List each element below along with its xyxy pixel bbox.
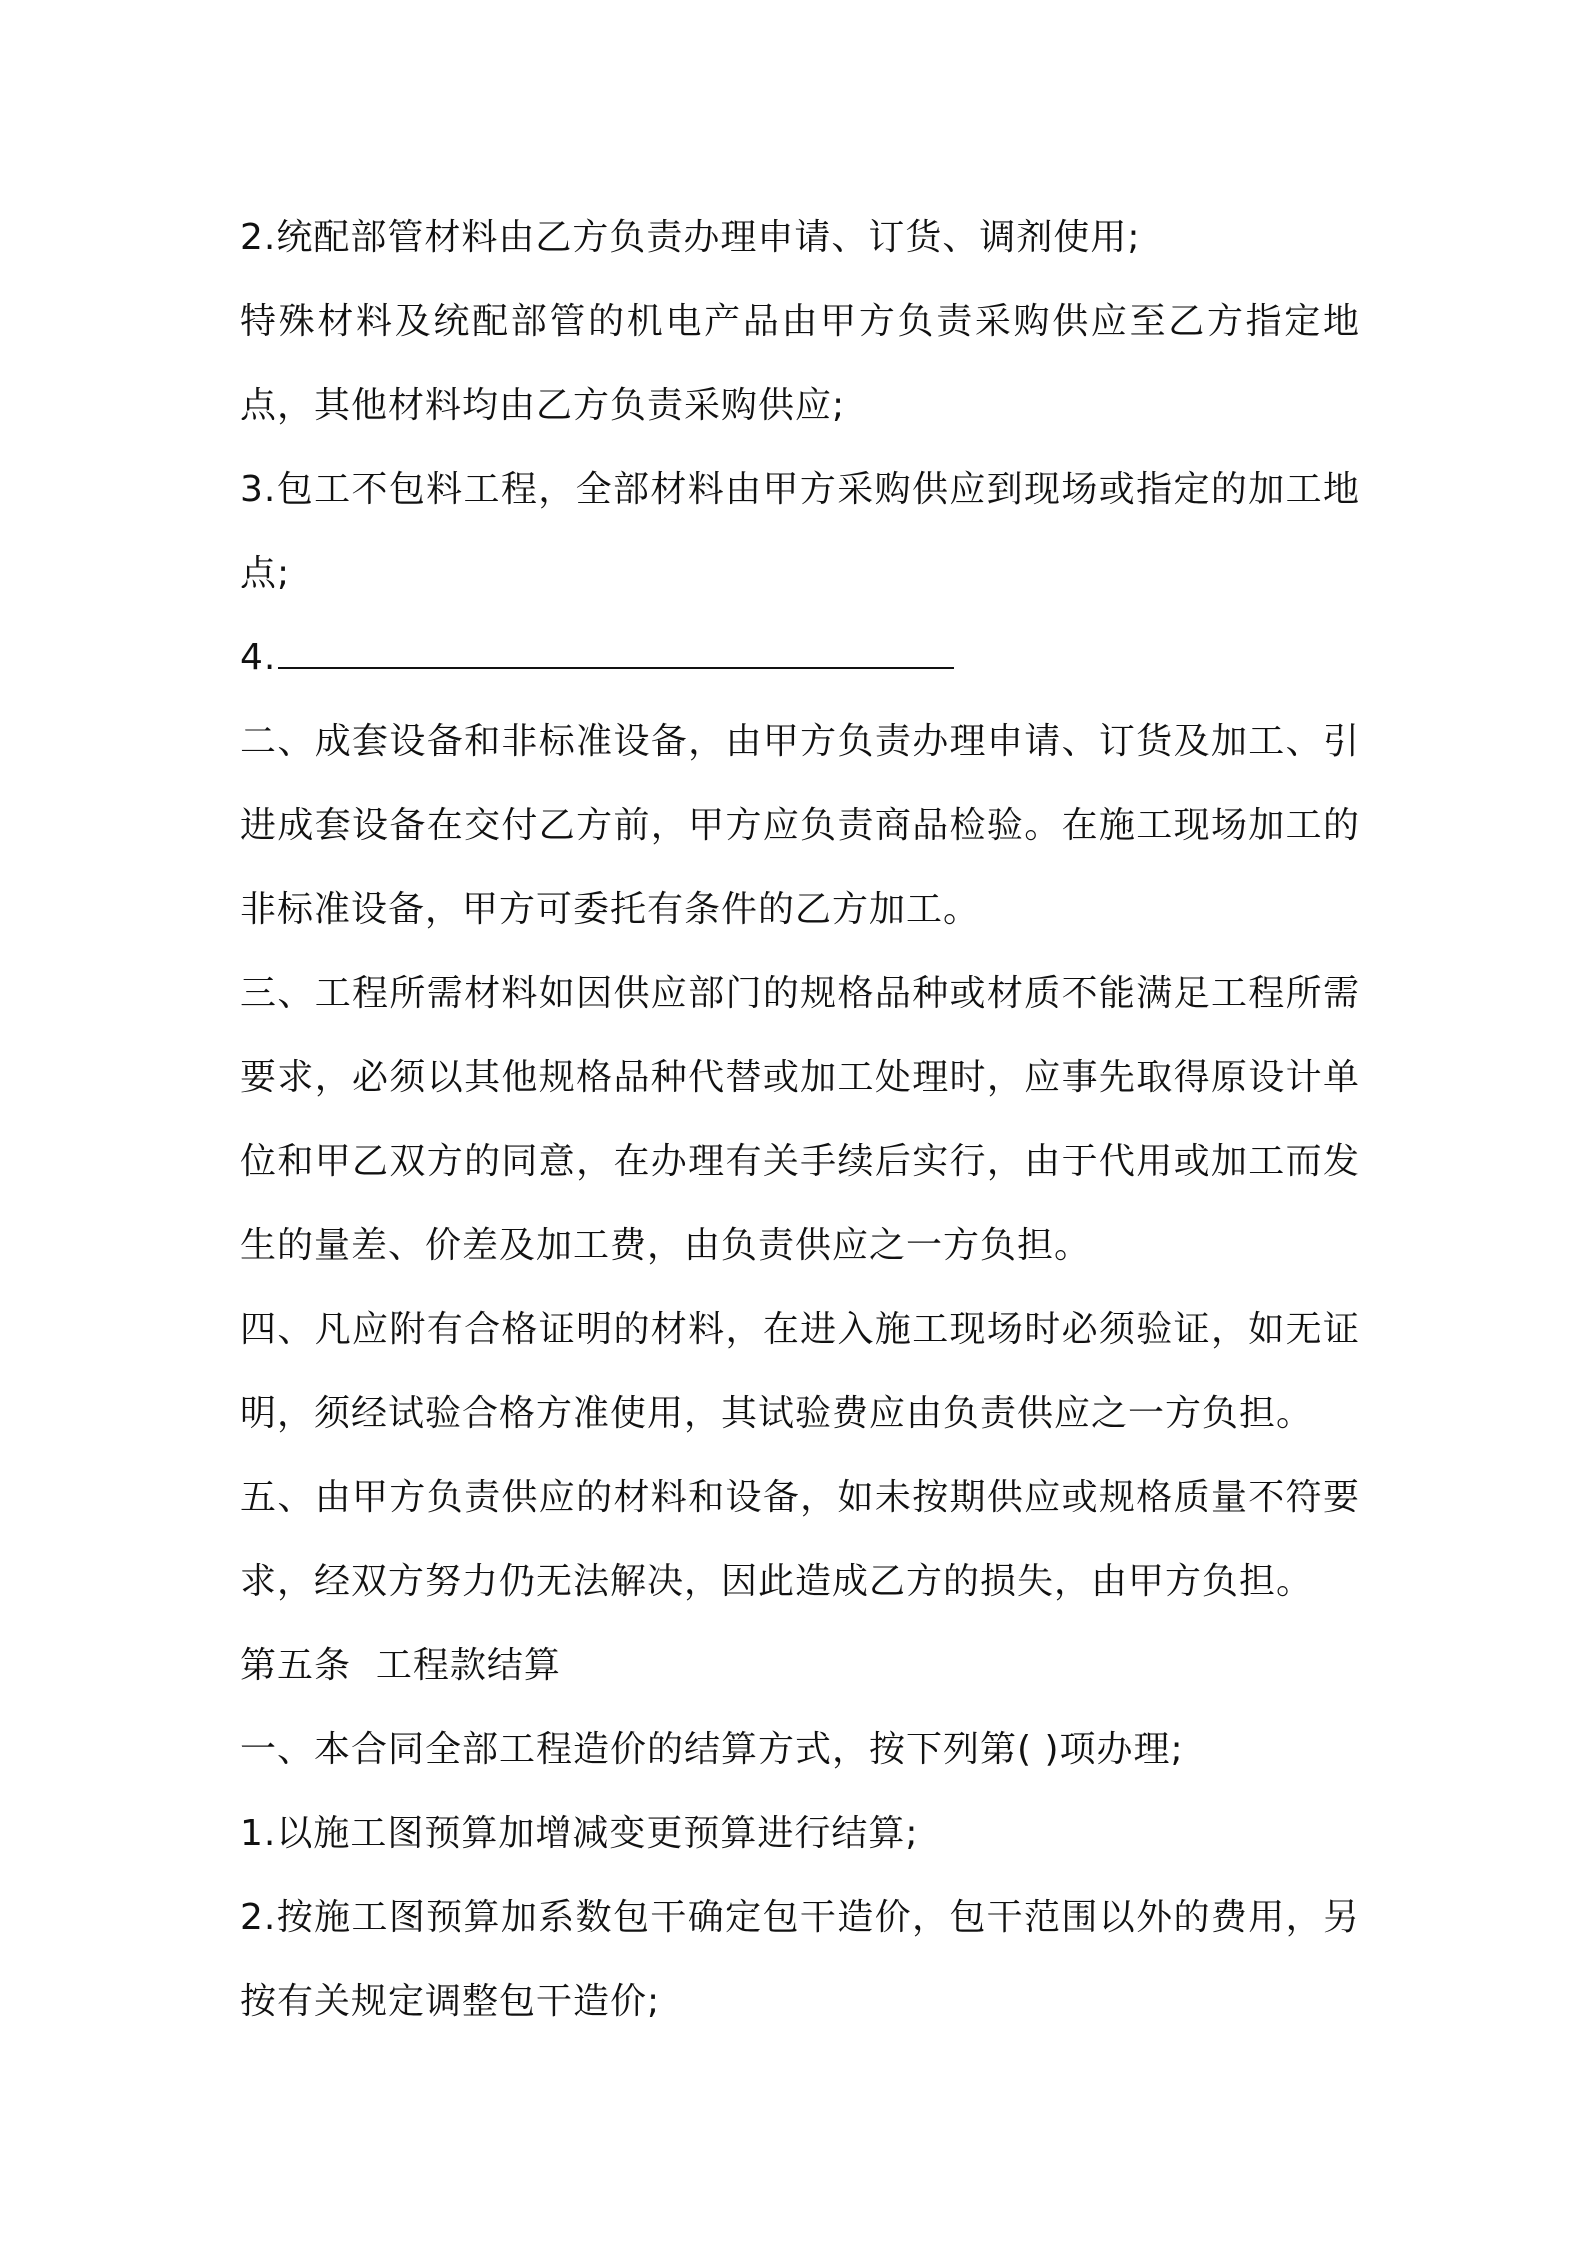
paragraph-section-4: 四、凡应附有合格证明的材料，在进入施工现场时必须验证，如无证明，须经试验合格方准使用，其试验费应由负责供应之一方负担。 (240, 1309, 1360, 1434)
paragraph-item-4 (240, 616, 1360, 700)
document-body (240, 196, 1360, 2044)
fill-in-blank-line (278, 663, 954, 669)
paragraph-item-2: 2.统配部管材料由乙方负责办理申请、订货、调剂使用; (240, 217, 1141, 258)
paragraph-special-materials: 特殊材料及统配部管的机电产品由甲方负责采购供应至乙方指定地点，其他材料均由乙方负责采购供应; (240, 301, 1360, 426)
paragraph-section-5: 五、由甲方负责供应的材料和设备，如未按期供应或规格质量不符要求，经双方努力仍无法解决，因此造成乙方的损失，由甲方负担。 (240, 1477, 1360, 1602)
paragraph-section-3: 三、工程所需材料如因供应部门的规格品种或材质不能满足工程所需要求，必须以其他规格品种代替或加工处理时，应事先取得原设计单位和甲乙双方的同意，在办理有关手续后实行，由于代用或加工而发生的量差、价差及加工费，由负责供应之一方负担。 (240, 973, 1360, 1266)
article-5-heading: 第五条 工程款结算 (240, 1645, 561, 1686)
paragraph-section-2: 二、成套设备和非标准设备，由甲方负责办理申请、订货及加工、引进成套设备在交付乙方前，甲方应负责商品检验。在施工现场加工的非标准设备，甲方可委托有条件的乙方加工。 (240, 721, 1360, 930)
paragraph-settlement-option-2: 2.按施工图预算加系数包干确定包干造价，包干范围以外的费用，另按有关规定调整包干造价; (240, 1897, 1360, 2022)
paragraph-settlement-option-1: 1.以施工图预算加增减变更预算进行结算; (240, 1813, 919, 1854)
item-4-number: 4. (240, 637, 277, 678)
paragraph-settlement-method: 一、本合同全部工程造价的结算方式，按下列第( )项办理; (240, 1729, 1184, 1770)
paragraph-item-3: 3.包工不包料工程，全部材料由甲方采购供应到现场或指定的加工地点; (240, 469, 1360, 594)
